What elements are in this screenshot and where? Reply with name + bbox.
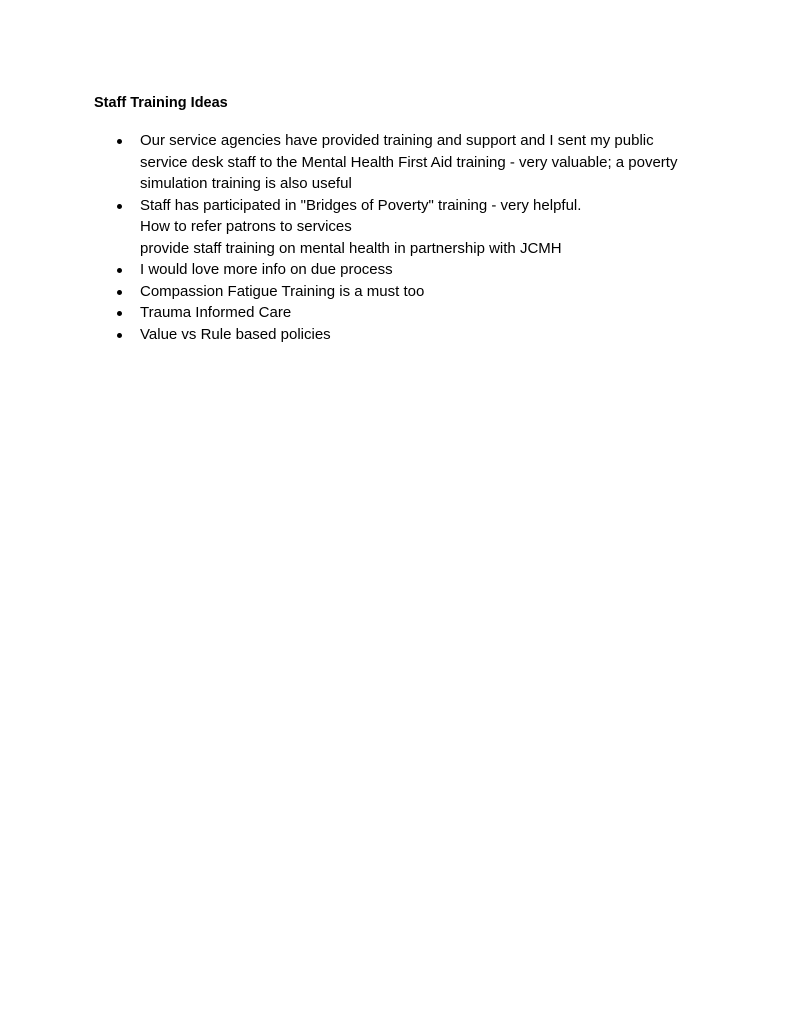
list-item-text: I would love more info on due process [140,261,393,278]
bullet-icon [117,204,122,209]
list-item [0,281,791,303]
bullet-icon [117,333,122,338]
list-item [0,130,791,195]
list-item-text: Compassion Fatigue Training is a must too [140,282,425,300]
list-item-text: Staff has participated in "Bridges of Poverty" training - very helpful. [140,196,582,214]
list-item [0,302,791,324]
bullet-icon [117,290,122,295]
list-item-text: Our service agencies have provided training and support and I sent my public [140,132,654,149]
list-item [0,259,791,281]
bullet-icon [117,311,122,316]
bullet-icon [117,268,122,273]
list-item-text: simulation training is also useful [140,175,352,192]
list-item-text: provide staff training on mental health in partnership with JCMH [140,239,562,257]
bullet-icon [117,139,122,144]
list-item [0,324,791,346]
list-item-text: Trauma Informed Care [140,304,292,321]
list-item-text: How to refer patrons to services [140,218,352,235]
section-heading: Staff Training Ideas [94,95,228,111]
list-item-text: service desk staff to the Mental Health First Aid training - very valuable; a poverty [140,153,678,171]
list-item-text: Value vs Rule based policies [140,325,331,343]
list-item [0,195,791,260]
training-ideas-list [0,130,791,345]
